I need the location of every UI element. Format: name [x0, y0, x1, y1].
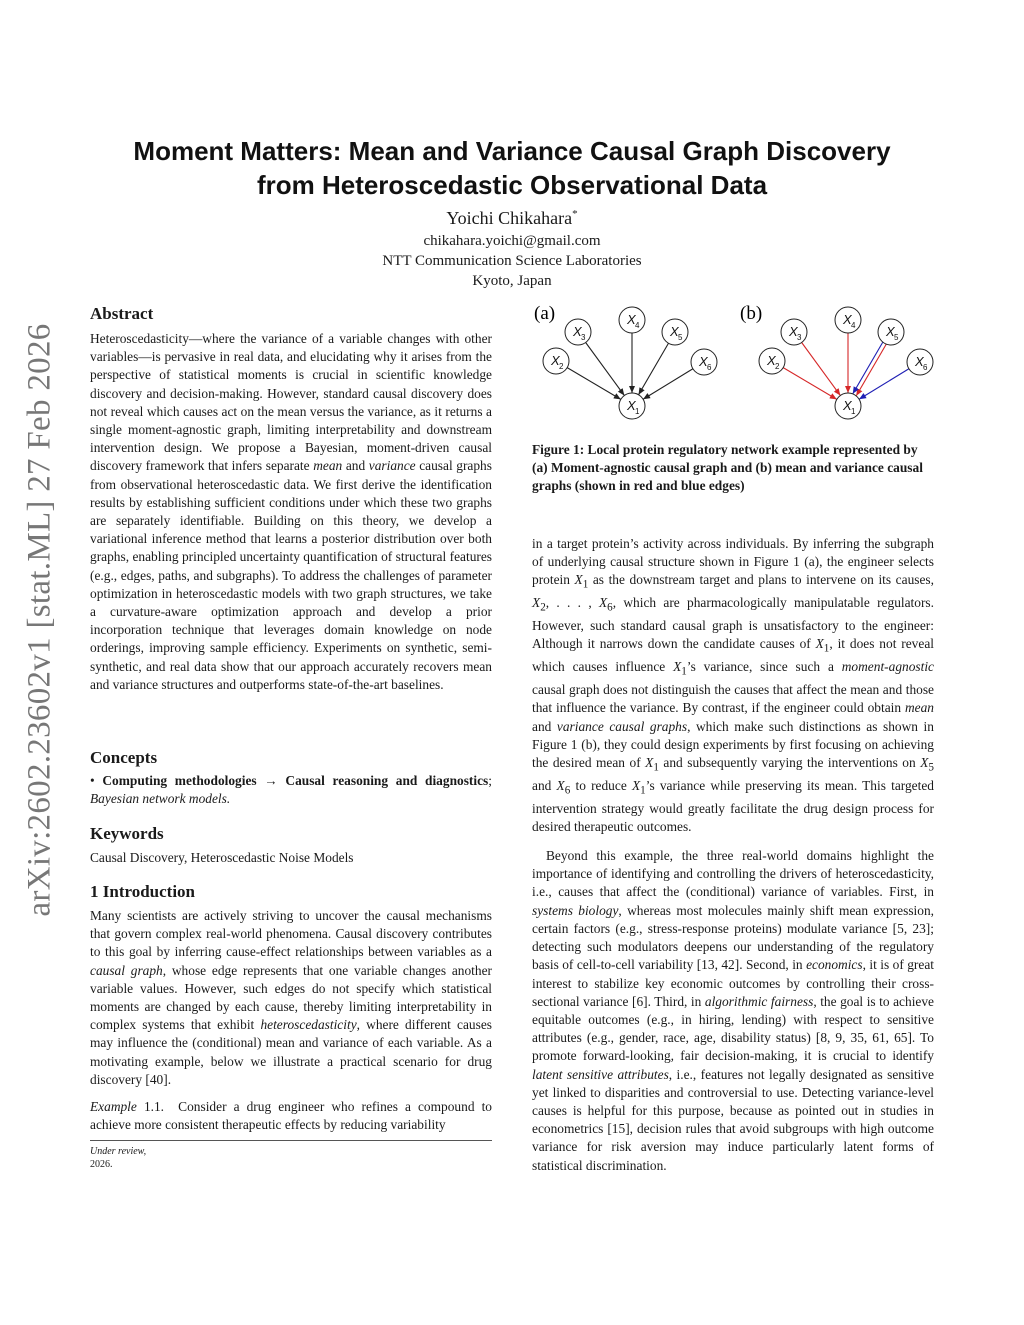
graph-b-variance-edge-x5 — [853, 342, 883, 394]
var-x1: X — [815, 636, 824, 652]
rc-text-1b: as the downstream target and plans to intervene on its causes, — [592, 572, 934, 588]
concepts-arrow: → — [264, 773, 278, 788]
graph-b-mean-edge-x2 — [783, 368, 837, 400]
graph-a-node-sub-x6: 6 — [707, 363, 712, 372]
var-x6-sub: 6 — [607, 601, 613, 614]
introduction-body — [90, 907, 492, 1134]
graph-b-node-label-x2: X — [767, 353, 776, 368]
author-name — [90, 208, 934, 229]
intro-text-a: Many scientists are actively striving to uncover the causal mechanisms that govern complex real-world phenomena. Causal discovery contributes to this goal by inferring cause-effect relationships between variables as a — [90, 908, 492, 960]
abstract-text-2: causal graphs from observational heteroscedastic data. We first derive the identification results by establishing sufficient conditions under which these two graphs are separately identifiable. Building on this theory, we develop a variational inference method that learns a posterior distribution over both graphs, enabling principled uncertainty quantification of structural features (e.g., edges, paths, and subgraphs). To address the challenges of parameter optimization in heteroscedastic models with two graph structures, we take a curvature-aware optimization approach and develop a prior incorporation technique that leverages domain knowledge on node orderings, improving sample efficiency. Experiments on synthetic, semi-synthetic, and real data show that our approach accurately recovers mean and variance structures and outperforms state-of-the-art baselines. — [90, 458, 492, 692]
graph-a-node-sub-x3: 3 — [581, 333, 586, 342]
rc-and: and — [532, 718, 552, 734]
rc-text-1d: , it does not reveal which causes influence — [532, 636, 934, 675]
rc-text-2b: , whereas most molecules mainly shift mean expression, certain factors (e.g., stress-response proteins) modulate variance [5, 23]; detecting such modulators deepens our understanding of the regulatory basis of cell-to-cell variability [13, 42]. Second, in — [532, 902, 934, 973]
graph-b-variance-edge-x6 — [859, 369, 909, 399]
rc-text-1j: ’s variance while preserving its mean. This targeted intervention strategy would greatly facilitate the drug design process for desired therapeutic outcomes. — [532, 777, 934, 834]
graph-b-node-label-x1: X — [843, 398, 852, 413]
graph-b-node-sub-x4: 4 — [851, 321, 856, 330]
rc-text-1e: ’s variance, since such a — [686, 659, 834, 675]
rc-latent-sensitive: latent sensitive attributes — [532, 1066, 669, 1082]
graph-a — [543, 307, 717, 419]
var-x1-sub: 1 — [582, 579, 589, 592]
var-x1-sub: 1 — [653, 761, 659, 774]
abstract-body — [90, 330, 492, 694]
var-x1-sub: 1 — [640, 784, 646, 797]
author-footnote-mark: * — [572, 208, 578, 220]
graph-b — [759, 307, 933, 419]
concepts-primary: Computing methodologies — [102, 773, 257, 788]
example-label: Example — [90, 1099, 137, 1115]
figure-label-a: (a) — [534, 303, 556, 324]
keywords-heading: Keywords — [90, 824, 164, 843]
graph-b-node-label-x3: X — [789, 324, 798, 339]
rc-dots: , . . . , — [545, 595, 592, 611]
graph-b-mean-edge-x5 — [856, 344, 886, 396]
graph-a-node-sub-x2: 2 — [559, 362, 564, 371]
concepts-italic: Bayesian network models. — [90, 791, 231, 807]
var-x1: X — [673, 659, 682, 675]
var-x1-sub: 1 — [823, 643, 830, 656]
footnote — [90, 1140, 492, 1171]
abstract-and: and — [345, 458, 366, 474]
var-x2-sub: 2 — [540, 601, 546, 614]
example-number: 1.1. — [143, 1099, 165, 1115]
concepts-separator: ; — [488, 773, 492, 788]
rc-and-2: and — [532, 777, 552, 793]
rc-text-1a: in a target protein’s activity across individuals. By inferring the subgraph of underlying causal structure shown in Figure 1 (a), the engineer selects protein — [532, 536, 934, 588]
graph-b-node-label-x4: X — [843, 312, 852, 327]
title-line-2: from Heteroscedastic Observational Data — [256, 170, 768, 200]
graph-b-node-sub-x5: 5 — [894, 333, 899, 342]
rc-text-2a: Beyond this example, the three real-world domains highlight the importance of identifying and controlling the drivers of heteroscedasticity, i.e., causes that affect the (conditional) variance of variables. First, in — [532, 848, 934, 900]
concepts-body — [90, 772, 492, 808]
var-x6: X — [598, 595, 608, 611]
graph-a-node-sub-x4: 4 — [635, 321, 640, 330]
graph-a-edge-x3 — [586, 343, 625, 396]
rc-mean: mean — [905, 700, 935, 716]
author-affiliation: NTT Communication Science Laboratories — [382, 253, 642, 269]
graph-b-node-sub-x1: 1 — [851, 407, 856, 416]
concepts-heading: Concepts — [90, 748, 158, 767]
rc-text-1h: and subsequently varying the interventions on — [663, 754, 916, 770]
rc-text-1f: causal graph does not distinguish the causes that affect the mean and those that influence the variance. By contrast, if the engineer could obtain — [532, 682, 934, 716]
var-x1: X — [631, 777, 641, 793]
abstract-variance: variance — [368, 458, 416, 474]
rc-text-2e: , i.e., features not legally designated as sensitive yet linked to disparities and controversial to use. Detecting variance-level causes is helpful for this purpose, because as pointed out in studies in econometrics [15], decision rules that avoid subgroups with high outcome variance for risk aversion may induce particularly latent forms of statistical discrimination. — [532, 1066, 934, 1173]
var-x6: X — [556, 777, 565, 793]
rc-text-2d: , the goal is to achieve equitable outcomes (e.g., in hiring, lending) with respect to sensitive attributes (e.g., gender, race, age, disability status) [8, 9, 35, 61, 65]. To promote forward-looking, fair decision-making, it is crucial to identify — [532, 993, 934, 1064]
graph-b-node-sub-x6: 6 — [923, 363, 928, 372]
intro-text-c: , where different causes may influence the (conditional) mean and variance of each variable. As a motivating example, below we illustrate a practical scenario for drug discovery [40]. — [90, 1017, 492, 1087]
arxiv-sidebar — [0, 0, 80, 1325]
keywords-body: Causal Discovery, Heteroscedastic Noise Models — [90, 850, 354, 865]
concepts-secondary: Causal reasoning and diagnostics — [285, 773, 489, 788]
graph-a-edge-x2 — [567, 368, 621, 400]
graph-b-node-sub-x2: 2 — [775, 362, 780, 371]
rc-text-1i: to reduce — [575, 777, 627, 793]
rc-moment-agnostic: moment-agnostic — [841, 659, 934, 675]
intro-text-b: , whose edge represents that one variable changes another variable values. However, such edges do not specify which statistical moments are changed by each cause, thereby limiting interpretability in complex systems that exhibit — [90, 962, 492, 1033]
var-x6-sub: 6 — [564, 784, 571, 797]
graph-a-node-label-x4: X — [627, 312, 636, 327]
intro-causal-graph: causal graph — [90, 962, 163, 978]
figure-1-causal-graphs — [532, 300, 934, 430]
rc-text-1c: , which are pharmacologically manipulatable regulators. However, such standard causal graph is unsatisfactory to the engineer: Although it narrows down the candidate causes of — [532, 595, 934, 652]
abstract-mean: mean — [313, 458, 343, 474]
graph-a-node-label-x3: X — [573, 324, 582, 339]
var-x1: X — [645, 754, 654, 770]
intro-heteroscedasticity: heteroscedasticity — [260, 1017, 357, 1033]
rc-variance-graphs: variance causal graphs — [556, 718, 688, 734]
paper-title — [90, 134, 934, 202]
right-column-body — [532, 535, 934, 1175]
graph-b-node-sub-x3: 3 — [797, 333, 802, 342]
figure-label-b: (b) — [740, 303, 763, 324]
rc-systems-biology: systems biology — [532, 902, 619, 918]
rc-text-1g: , which make such distinctions as shown in Figure 1 (b), they could design experiments by first focusing on achieving the desired mean of — [532, 718, 934, 770]
var-x5-sub: 5 — [928, 761, 934, 774]
var-x1-sub: 1 — [681, 665, 687, 678]
author-location: Kyoto, Japan — [472, 273, 552, 289]
graph-b-mean-edge-x3 — [802, 343, 841, 396]
rc-text-2c: , it is of great interest to stabilize key economic outcomes by controlling their cross-sectional variance [6]. Third, in — [532, 957, 934, 1009]
graph-a-node-sub-x5: 5 — [678, 333, 683, 342]
var-x1: X — [574, 572, 583, 588]
graph-b-node-label-x5: X — [886, 324, 895, 339]
footnote-line-2: 2026. — [90, 1159, 113, 1170]
graph-b-node-label-x6: X — [915, 354, 924, 369]
rc-algorithmic-fairness: algorithmic fairness — [704, 993, 814, 1009]
rc-economics: economics — [806, 957, 863, 973]
example-text: Consider a drug engineer who refines a compound to achieve more consistent therapeutic effects by reducing variability — [90, 1099, 492, 1133]
concepts-bullet: • — [90, 773, 95, 788]
graph-a-node-label-x6: X — [699, 354, 708, 369]
graph-a-node-label-x5: X — [670, 324, 679, 339]
footnote-line-1: Under review, — [90, 1146, 147, 1157]
figure-1-caption: Figure 1: Local protein regulatory network example represented by (a) Moment-agnostic causal graph and (b) mean and variance causal graphs (shown in red and blue edges) — [532, 442, 923, 494]
var-x5: X — [920, 754, 929, 770]
abstract-heading: Abstract — [90, 304, 154, 323]
var-x2: X — [532, 595, 541, 611]
introduction-heading: 1 Introduction — [90, 882, 196, 901]
graph-a-node-sub-x1: 1 — [635, 407, 640, 416]
arxiv-identifier: arXiv:2602.23602v1 [stat.ML] 27 Feb 2026 — [21, 323, 58, 917]
graph-a-node-label-x1: X — [627, 398, 636, 413]
title-line-1: Moment Matters: Mean and Variance Causal Graph Discovery — [133, 136, 891, 166]
abstract-text-1: Heteroscedasticity—where the variance of a variable changes with other variables—is pervasive in real data, and elucidating why it arises from the perspective of statistical moments is crucial in scientific knowledge discovery and decision-making. However, standard causal discovery does not reveal which causes act on the mean versus the variance, as it returns a single moment-agnostic graph, limiting interpretability and downstream intervention design. We propose a Bayesian, moment-driven causal discovery framework that infers separate — [90, 331, 492, 474]
graph-a-node-label-x2: X — [551, 353, 560, 368]
author-text: Yoichi Chikahara — [446, 208, 573, 228]
author-email: chikahara.yoichi@gmail.com — [423, 233, 601, 249]
